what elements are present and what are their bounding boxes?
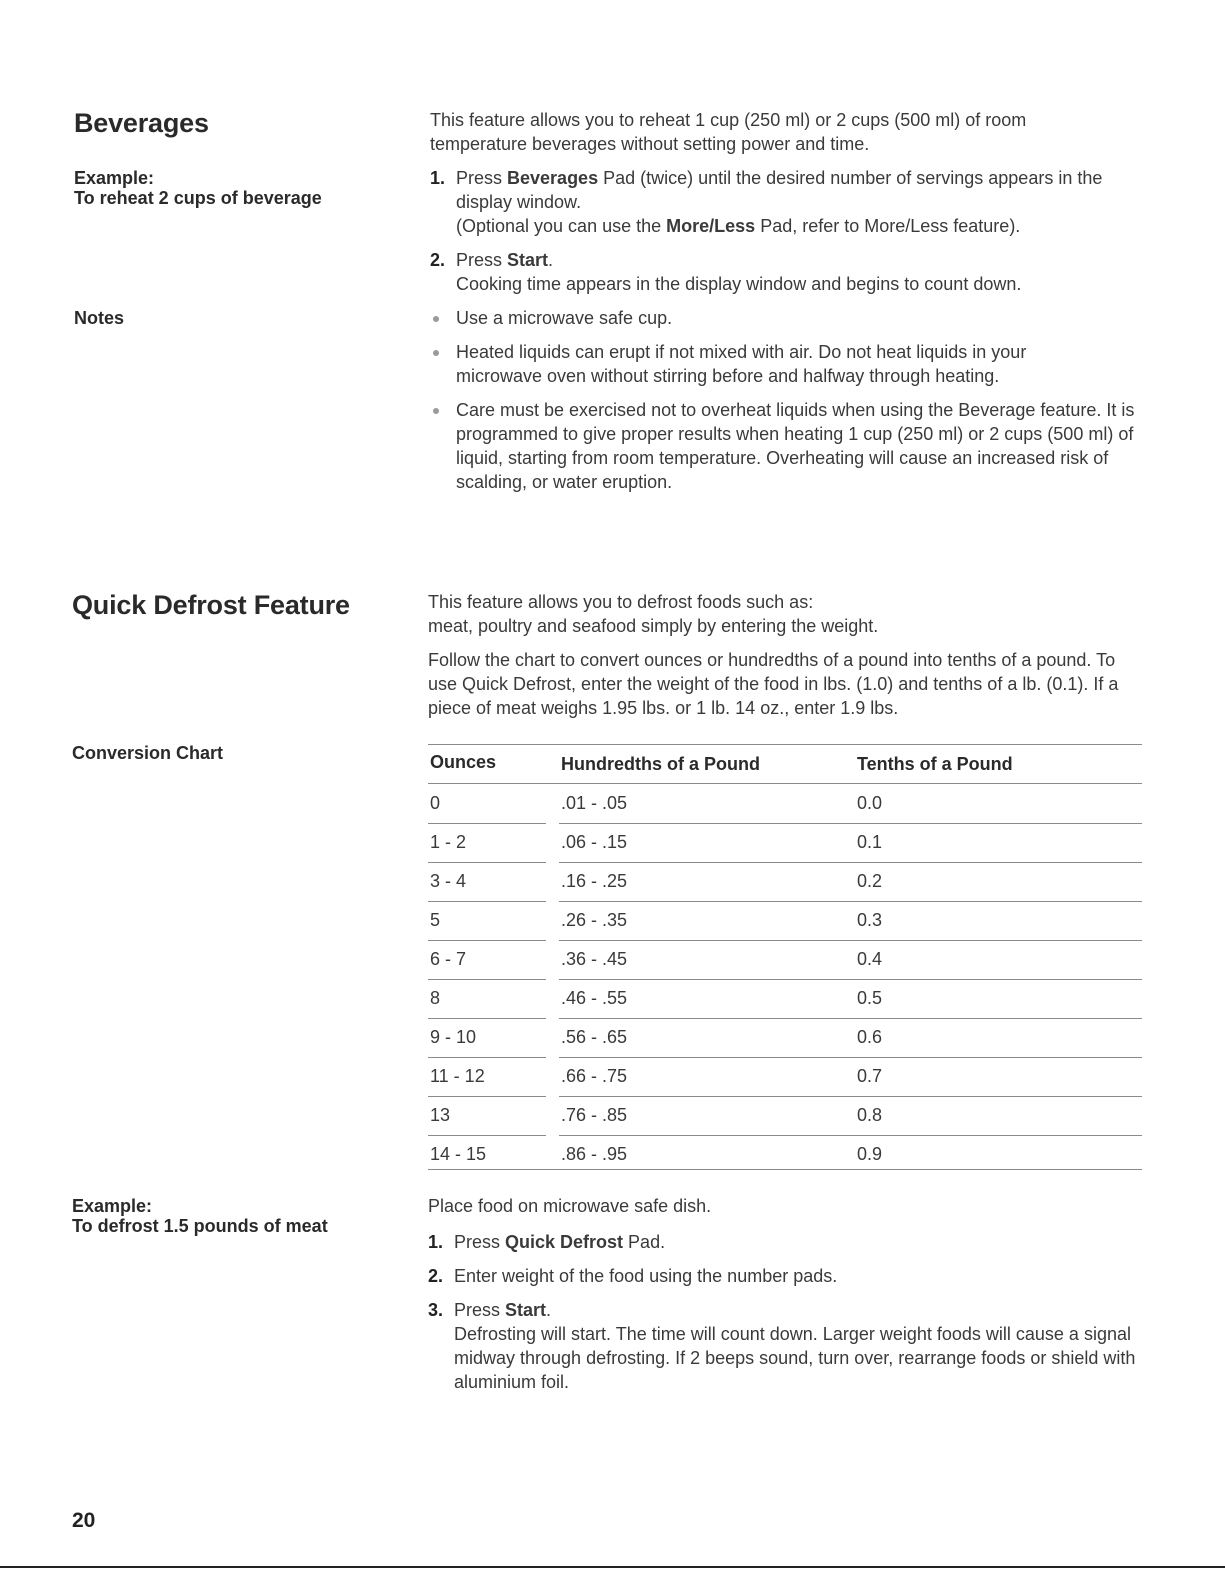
tenths-cell: 0.1 bbox=[857, 832, 883, 852]
tenths-cell: 0.2 bbox=[857, 871, 883, 891]
step-text: Enter weight of the food using the number pads. bbox=[454, 1266, 838, 1286]
tenths-cell: 0.6 bbox=[857, 1027, 883, 1047]
row-divider bbox=[428, 1096, 546, 1097]
ounces-cell: 5 bbox=[430, 910, 441, 930]
ounces-cell: 0 bbox=[430, 793, 441, 813]
row-divider bbox=[559, 1018, 1142, 1019]
defrost-step-2 bbox=[428, 1264, 1148, 1288]
beverages-step-2 bbox=[430, 248, 1145, 296]
quick-defrost-intro-2: meat, poultry and seafood simply by entering the weight. bbox=[428, 616, 879, 636]
row-divider bbox=[559, 901, 1142, 902]
note-item bbox=[430, 340, 1080, 388]
row-divider bbox=[428, 1057, 546, 1058]
defrost-example-label: Example: bbox=[72, 1196, 153, 1216]
row-divider bbox=[559, 1096, 1142, 1097]
hundredths-cell: .36 - .45 bbox=[561, 949, 628, 969]
quick-defrost-title: Quick Defrost Feature bbox=[72, 590, 350, 620]
header-hundredths: Hundredths of a Pound bbox=[561, 754, 760, 774]
tenths-cell: 0.4 bbox=[857, 949, 883, 969]
row-divider bbox=[559, 1135, 1142, 1136]
step-text: Pad (twice) until the desired number of servings appears in the display window. bbox=[456, 168, 1103, 212]
beverages-step-1 bbox=[430, 166, 1145, 238]
step-text: Press bbox=[454, 1300, 506, 1320]
ounces-cell: 3 - 4 bbox=[430, 871, 467, 891]
step-text: Pad, refer to More/Less feature). bbox=[755, 216, 1021, 236]
tenths-cell: 0.8 bbox=[857, 1105, 883, 1125]
more-less-pad-name: More/Less bbox=[666, 216, 756, 236]
ounces-cell: 13 bbox=[430, 1105, 451, 1125]
row-divider bbox=[428, 823, 546, 824]
page-bottom-rule bbox=[0, 1566, 1225, 1568]
ounces-cell: 1 - 2 bbox=[430, 832, 467, 852]
table-bottom-rule bbox=[428, 1169, 1142, 1170]
conversion-chart-label: Conversion Chart bbox=[72, 743, 224, 763]
quick-defrost-pad-name: Quick Defrost bbox=[505, 1232, 624, 1252]
row-divider bbox=[428, 862, 546, 863]
hundredths-cell: .26 - .35 bbox=[561, 910, 628, 930]
hundredths-cell: .86 - .95 bbox=[561, 1144, 628, 1164]
row-divider bbox=[428, 1018, 546, 1019]
tenths-cell: 0.7 bbox=[857, 1066, 883, 1086]
note-text: Use a microwave safe cup. bbox=[456, 308, 673, 328]
notes-label: Notes bbox=[74, 308, 125, 328]
row-divider bbox=[559, 940, 1142, 941]
hundredths-cell: .46 - .55 bbox=[561, 988, 628, 1008]
defrost-example-text: To defrost 1.5 pounds of meat bbox=[72, 1216, 328, 1236]
step-text: Press bbox=[454, 1232, 506, 1252]
ounces-cell: 9 - 10 bbox=[430, 1027, 477, 1047]
page-number: 20 bbox=[72, 1509, 96, 1532]
table-header-rule bbox=[428, 783, 1142, 784]
start-pad-name: Start bbox=[507, 250, 549, 270]
step-text: (Optional you can use the bbox=[456, 216, 667, 236]
row-divider bbox=[559, 823, 1142, 824]
note-text: Care must be exercised not to overheat liquids when using the Beverage feature. It is programmed to give proper results when heating 1 cup (250 ml) or 2 cups (500 ml) of liquid, starting from room temperature. Overheating will cause an increased risk of scalding, or water eruption. bbox=[456, 400, 1135, 492]
row-divider bbox=[559, 979, 1142, 980]
quick-defrost-paragraph: Follow the chart to convert ounces or hundredths of a pound into tenths of a pound. To use Quick Defrost, enter the weight of the food in lbs. (1.0) and tenths of a lb. (0.1). If a piece of meat weighs 1.95 lbs. or 1 lb. 14 oz., enter 1.9 lbs. bbox=[428, 650, 1119, 718]
ounces-cell: 11 - 12 bbox=[430, 1066, 485, 1086]
step-text: Pad. bbox=[623, 1232, 666, 1252]
defrost-step-1 bbox=[428, 1230, 1148, 1254]
place-food-text: Place food on microwave safe dish. bbox=[428, 1196, 712, 1216]
step-number: 1. bbox=[428, 1232, 444, 1252]
bullet-icon bbox=[433, 350, 439, 356]
step-text: Defrosting will start. The time will count down. Larger weight foods will cause a signal midway through defrosting. If 2 beeps sound, turn over, rearrange foods or shield with aluminium foil. bbox=[454, 1324, 1136, 1392]
start-pad-name: Start bbox=[505, 1300, 547, 1320]
row-divider bbox=[559, 862, 1142, 863]
table-top-rule bbox=[428, 744, 1142, 745]
row-divider bbox=[428, 901, 546, 902]
step-number: 2. bbox=[430, 250, 446, 270]
quick-defrost-intro-1: This feature allows you to defrost foods such as: bbox=[428, 592, 814, 612]
step-number: 1. bbox=[430, 168, 446, 188]
step-text: . bbox=[546, 1300, 552, 1320]
header-tenths: Tenths of a Pound bbox=[857, 754, 1013, 774]
tenths-cell: 0.3 bbox=[857, 910, 883, 930]
note-text: Heated liquids can erupt if not mixed with air. Do not heat liquids in your microwave oven without stirring before and halfway through heating. bbox=[456, 342, 1027, 386]
tenths-cell: 0.5 bbox=[857, 988, 883, 1008]
hundredths-cell: .16 - .25 bbox=[561, 871, 628, 891]
row-divider bbox=[428, 1135, 546, 1136]
row-divider bbox=[559, 1057, 1142, 1058]
step-text: Cooking time appears in the display window and begins to count down. bbox=[456, 274, 1022, 294]
hundredths-cell: .01 - .05 bbox=[561, 793, 628, 813]
step-text: Press bbox=[456, 168, 508, 188]
bullet-icon bbox=[433, 316, 439, 322]
step-number: 3. bbox=[428, 1300, 444, 1320]
tenths-cell: 0.0 bbox=[857, 793, 883, 813]
hundredths-cell: .66 - .75 bbox=[561, 1066, 628, 1086]
defrost-step-3 bbox=[428, 1298, 1150, 1394]
beverages-pad-name: Beverages bbox=[507, 168, 599, 188]
hundredths-cell: .76 - .85 bbox=[561, 1105, 628, 1125]
step-text: . bbox=[548, 250, 554, 270]
ounces-cell: 14 - 15 bbox=[430, 1144, 487, 1164]
beverages-example-label: Example: bbox=[74, 168, 155, 188]
hundredths-cell: .06 - .15 bbox=[561, 832, 628, 852]
beverages-intro: This feature allows you to reheat 1 cup (250 ml) or 2 cups (500 ml) of room temperature beverages without setting power and time. bbox=[430, 110, 1027, 154]
bullet-icon bbox=[433, 408, 439, 414]
note-item bbox=[430, 398, 1152, 494]
beverages-title: Beverages bbox=[74, 108, 209, 138]
step-number: 2. bbox=[428, 1266, 444, 1286]
header-ounces: Ounces bbox=[430, 752, 497, 772]
ounces-cell: 6 - 7 bbox=[430, 949, 467, 969]
note-item bbox=[430, 306, 1145, 330]
row-divider bbox=[428, 979, 546, 980]
tenths-cell: 0.9 bbox=[857, 1144, 883, 1164]
hundredths-cell: .56 - .65 bbox=[561, 1027, 628, 1047]
step-text: Press bbox=[456, 250, 508, 270]
ounces-cell: 8 bbox=[430, 988, 441, 1008]
beverages-example-text: To reheat 2 cups of beverage bbox=[74, 188, 322, 208]
row-divider bbox=[428, 940, 546, 941]
